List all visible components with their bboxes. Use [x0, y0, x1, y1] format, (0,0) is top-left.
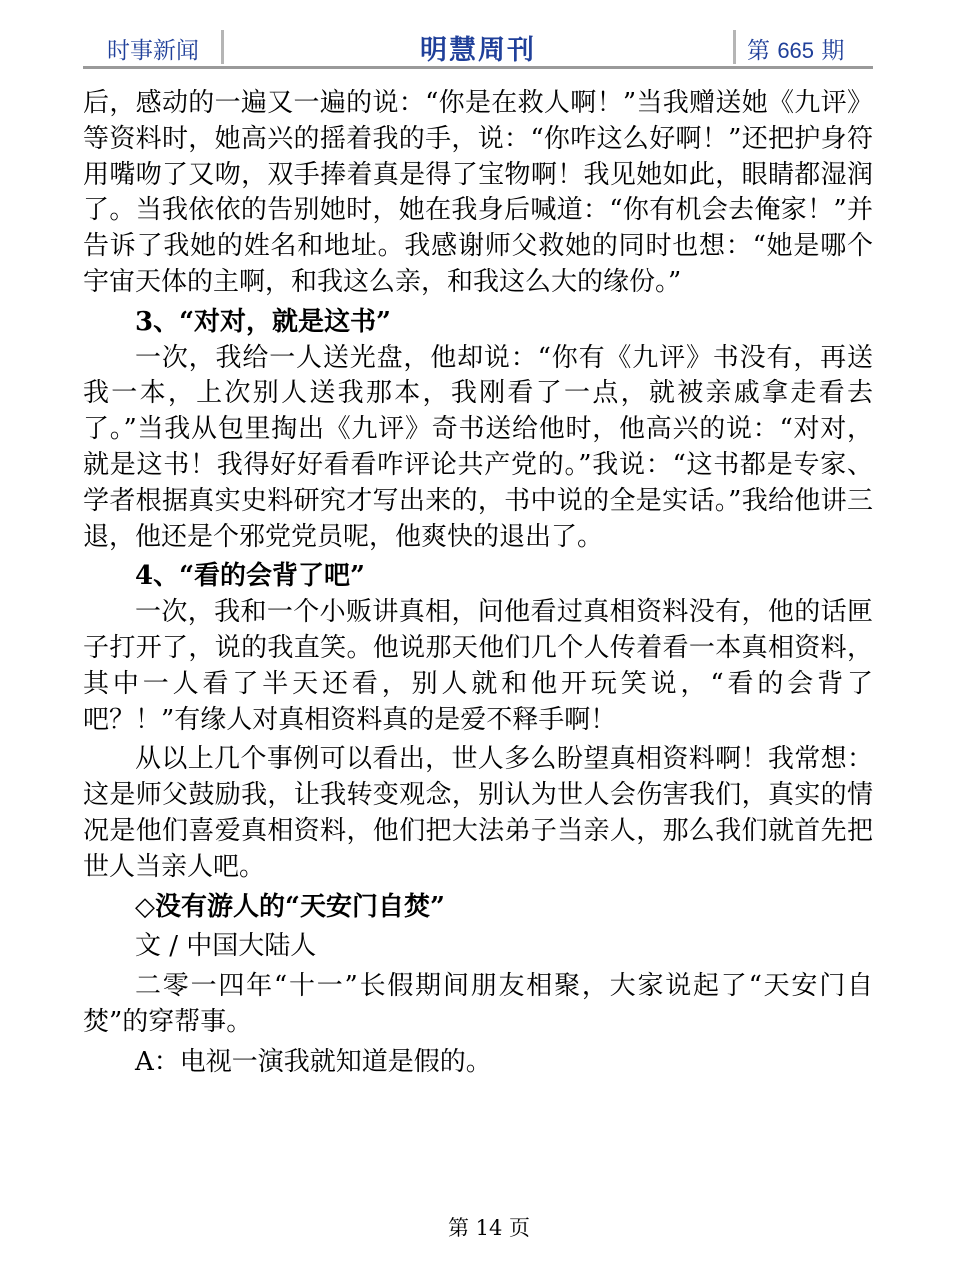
- page-number: 第 14 页: [447, 1216, 531, 1240]
- paragraph: 一次，我和一个小贩讲真相，问他看过真相资料没有，他的话匣子打开了，说的我直笑。他说那天他们几个人传着看一本真相资料，其中一人看了半天还看，别人就和他开玩笑说，“看的会背了吧？！”有缘人对真相资料真的是爱不释手啊！: [83, 597, 873, 735]
- paragraph: A：电视一演我就知道是假的。: [135, 1046, 492, 1077]
- paragraph-continued: 后，感动的一遍又一遍的说：“你是在救人啊！”当我赠送她《九评》等资料时，她高兴的摇着我的手，说：“你咋这么好啊！”还把护身符用嘴吻了又吻，双手捧着真是得了宝物啊！我见她如此，眼睛都湿润了。当我依依的告别她时，她在我身后喊道：“你有机会去俺家！”并告诉了我她的姓名和地址。我感谢师父救她的同时也想：“她是哪个宇宙天体的主啊，和我这么亲，和我这么大的缘份。”: [83, 88, 873, 297]
- subheading-3: 3、“对对，就是这书”: [135, 306, 392, 337]
- paragraph: 二零一四年“十一”长假期间朋友相聚，大家说起了“天安门自焚”的穿帮事。: [83, 971, 873, 1037]
- article-title: ◇没有游人的“天安门自焚”: [135, 891, 445, 922]
- article-body: [83, 86, 873, 1081]
- paragraph: 一次，我给一人送光盘，他却说：“你有《九评》书没有，再送我一本，上次别人送我那本，我刚看了一点，就被亲戚拿走看去了。”当我从包里掏出《九评》奇书送给他时，他高兴的说：“对对，就是这书！我得好好看看咋评论共产党的。”我说：“这书都是专家、学者根据真实史料研究才写出来的，书中说的全是实话。”我给他讲三退，他还是个邪党党员呢，他爽快的退出了。: [83, 342, 873, 552]
- paragraph: 从以上几个事例可以看出，世人多么盼望真相资料啊！我常想：这是师父鼓励我，让我转变观念，别认为世人会伤害我们，真实的情况是他们喜爱真相资料，他们把大法弟子当亲人，那么我们就首先把世人当亲人吧。: [83, 744, 873, 882]
- header-rule: [83, 66, 873, 69]
- issue-number: 665: [777, 38, 815, 63]
- publication-title: 明慧周刊: [420, 35, 536, 66]
- article-byline: 文 / 中国大陆人: [135, 931, 317, 962]
- issue-label: 第 665 期: [747, 38, 845, 64]
- header-divider-right: [733, 30, 736, 64]
- page-header: [83, 24, 873, 66]
- subheading-4: 4、“看的会背了吧”: [135, 561, 366, 592]
- section-label: 时事新闻: [107, 38, 199, 64]
